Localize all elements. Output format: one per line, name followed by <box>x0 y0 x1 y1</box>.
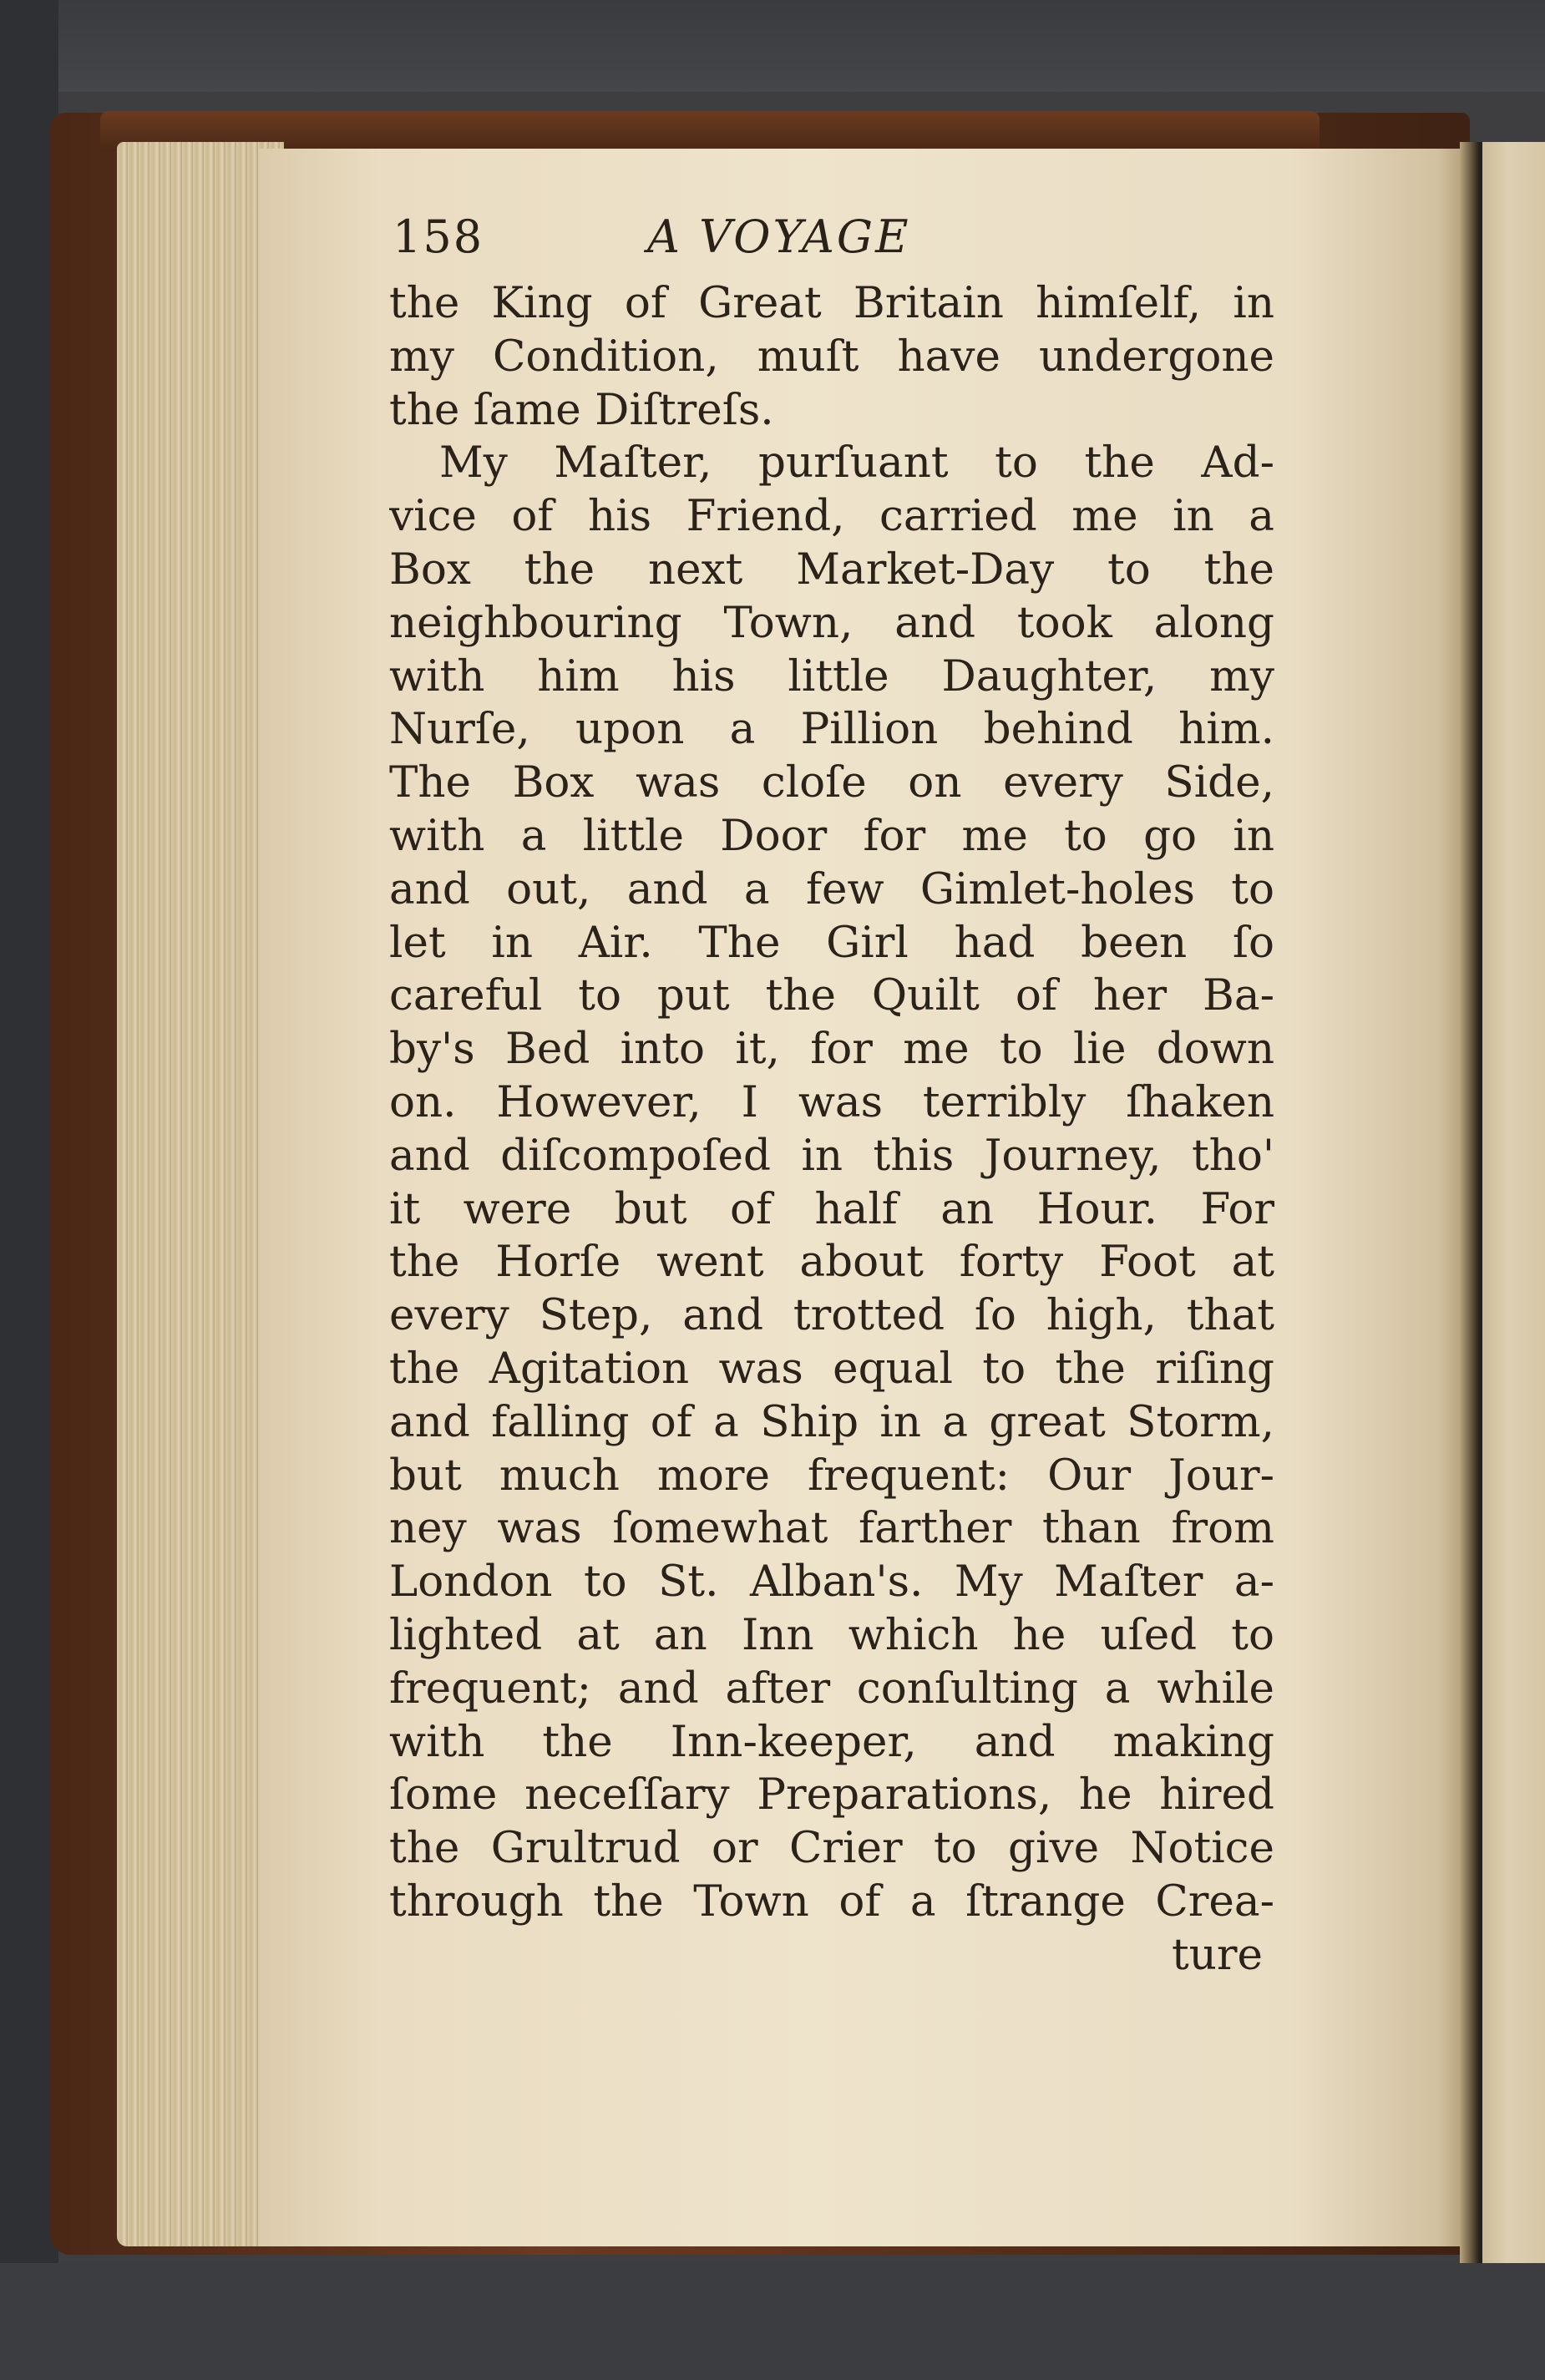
text-line: neighbouring Town, and took along <box>389 597 1274 648</box>
text-line: on. However, I was terribly ſhaken <box>389 1076 1274 1127</box>
text-line: my Condition, muſt have undergone <box>389 331 1274 382</box>
background-bottom <box>0 2263 1545 2380</box>
text-line: but much more frequent: Our Jour- <box>389 1450 1274 1501</box>
text-line: Nurſe, upon a Pillion behind him. <box>389 704 1274 755</box>
text-line: and falling of a Ship in a great Storm, <box>389 1396 1274 1447</box>
text-line: the King of Great Britain himſelf, in <box>389 278 1274 328</box>
text-line: the Horſe went about forty Foot at <box>389 1237 1274 1288</box>
text-line: The Box was cloſe on every Side, <box>389 757 1274 808</box>
background-top <box>0 0 1545 92</box>
text-line: and diſcompoſed in this Journey, tho' <box>389 1130 1274 1181</box>
text-line: every Step, and trotted ſo high, that <box>389 1290 1274 1341</box>
body-text <box>389 277 1274 1982</box>
text-line: My Maſter, purſuant to the Ad- <box>439 438 1274 489</box>
text-line: ſome neceſſary Preparations, he hired <box>389 1770 1274 1820</box>
facing-page-edge <box>1482 142 1545 2263</box>
text-line: it were but of half an Hour. For <box>389 1183 1274 1234</box>
text-line: lighted at an Inn which he uſed to <box>389 1609 1274 1660</box>
text-line: the Agitation was equal to the riſing <box>389 1343 1274 1394</box>
text-line: the Grultrud or Crier to give Notice <box>389 1823 1274 1874</box>
text-line: by's Bed into it, for me to lie down <box>389 1024 1274 1075</box>
running-title: A VOYAGE <box>647 210 911 263</box>
text-line: with a little Door for me to go in <box>389 810 1274 861</box>
text-line: ney was ſomewhat farther than from <box>389 1503 1274 1554</box>
running-head <box>393 210 1311 269</box>
text-line: with the Inn-keeper, and making <box>389 1716 1274 1767</box>
text-line: frequent; and after conſulting a while <box>389 1663 1274 1714</box>
text-line: Box the next Market-Day to the <box>389 544 1274 595</box>
text-line: with him his little Daughter, my <box>389 651 1274 701</box>
text-line: careful to put the Quilt of her Ba- <box>389 970 1274 1021</box>
text-line: and out, and a few Gimlet-holes to <box>389 863 1274 914</box>
text-line: let in Air. The Girl had been ſo <box>389 917 1274 968</box>
text-line: vice of his Friend, carried me in a <box>389 491 1274 542</box>
text-line: through the Town of a ſtrange Crea- <box>389 1876 1274 1927</box>
catchword: ture <box>1172 1929 1263 1980</box>
text-line: London to St. Alban's. My Maſter a- <box>389 1557 1274 1608</box>
text-line: the ſame Diſtreſs. <box>389 384 774 435</box>
page-number: 158 <box>393 210 484 263</box>
